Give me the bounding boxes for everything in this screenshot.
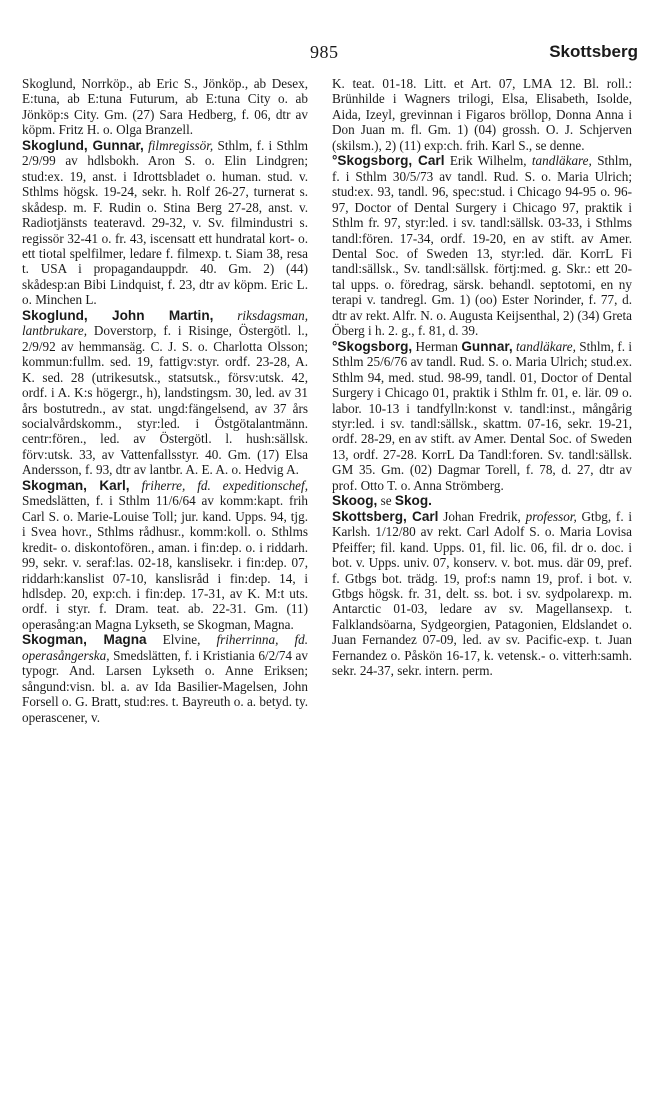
entry-headword: Skogman, Karl, — [22, 477, 130, 493]
entry-title: professor, — [525, 508, 577, 524]
entry-headword: °Skogsborg, Carl — [332, 153, 445, 169]
entry-text: Doverstorp, f. i Risinge, Östergötl. l., 2/9/92 av hemmansäg. C. J. S. o. Charlotta Olsson; kommun:fullm. sed. 19, fattigv:styr. ordf. 23-28, A. K. sed. 28 (utrikesutsk., statsutsk., försv:utsk. 42, ordf. i A. K:s högergr., h), landstingsm. 30, led. av 31 års bostutredn., av stat. ungd:fängelsend, av 37 års socialvårdskomm., styr:led. i Östgötalantmänn. centr:fören., led. av Östergötl. l. hush:sällsk. förv:utsk. 33, av Vattenfallsstyr. 40. Gm. (17) Elsa Andersson, f. 93, dtr av lantbr. A. E. A. o. Hedvig A. — [22, 323, 308, 478]
entry-title: friherre, fd. expeditionschef, — [141, 477, 308, 493]
entry-headword: °Skogsborg, — [332, 338, 413, 354]
entry-headword: Skogman, Magna — [22, 632, 147, 648]
entry-text: K. teat. 01-18. Litt. et Art. 07, LMA 12. Bl. roll.: Brünhilde i Wagners trilogi, Elsa, Elisabeth, Isolde, Aida, Izeyl, grevinnan i Figaros bröllop, Donna Anna i Don Juan m. fl. Gm. 1) (04) grossh. O. J. Schjerven (skilsm.), 2) (11) exp:ch. frih. Karl S., se denne. — [332, 76, 632, 153]
entry-headword: Skoglund, John Martin, — [22, 307, 214, 323]
entry-text: Smedslätten, f. i Sthlm 11/6/64 av komm:kapt. frih Carl S. o. Marie-Louise Toll; jur. kand. Upps. 94, tjg. i Svea hovr., Sthlms rådhusr., komm:koll. o. Sthlms kredit- o. diskontofören., aman. i fin:dep. o. i riddarh. 99, sekr. v. seraf:las. 02-18, kanslisekr. i fin:dep. 07, riddarh:kanslist 07-10, kanslisråd i fin:dep. 14, i hdlsdep. 20, exp:ch. i fin:dep. 17-31, av K. M:t uts. ordf. i styr. f. Dram. teat. ab. 22-31. Gm. (11) operasång:an Magna Lykseth, se Skogman, Magna. — [22, 493, 308, 632]
entry-headword-rest: Johan Fredrik, — [443, 508, 521, 524]
entry — [332, 509, 632, 679]
entry-text: Sthlm, f. i Sthlm 30/5/73 av tandl. Rud. S. o. Maria Ulrich; stud:ex. 93, tandl. 96, spec:stud. i Chicago 94-95 o. 96-97, Doctor of Dental Surgery i Chicago 97, praktik i Sthlm fr. 97, styr:led. i sv. tandl:sällsk. 03-33, i Sthlms tandl:fören. 17-34, ordf. 19-20, en av stift. av Amer. Dental Soc. of Sweden 13, styr:led. där. KorrL Fi tandl:sällsk., Sv. tandl:sällsk. förtj:med. g. Skr.: ett 20-tal upps. o. föredrag, särsk. behandl. septotomi, en ny terapi v. tandregl. Gm. 1) (oo) Ester Norinder, f. 77, d. dtr av rekt. Alfr. N. o. Augusta Keijsenthal, 2) (34) Greta Öberg i h. 2. g., f. 81, d. 39. — [332, 153, 632, 339]
entry-title: tandläkare, — [516, 338, 576, 354]
entry-headword-2: Skog. — [394, 493, 432, 509]
entry-headword: Skottsberg, Carl — [332, 508, 439, 524]
entry — [22, 478, 308, 633]
entry — [332, 76, 632, 153]
entry-text: Skoglund, Norrköp., ab Eric S., Jönköp., ab Desex, E:tuna, ab E:tuna Futurum, ab E:tuna City o. ab Jönköp:s City. Gm. (27) Sara Hedberg, f. 06, dtr av köpm. Fritz H. o. Olga Branzell. — [22, 76, 308, 138]
entry-headword-rest: Erik Wilhelm, — [449, 153, 527, 169]
entry — [332, 153, 632, 338]
entry-headword-rest: Elvine, — [162, 632, 201, 648]
running-head: Skottsberg — [549, 42, 638, 61]
entry — [22, 138, 308, 308]
entry — [22, 76, 308, 138]
entry-text: Sthlm, f. i Sthlm 2/9/99 av hdlsbokh. Aron S. o. Elin Lindgren; stud:ex. 19, anst. i Idrottsbladet o. human. stud. v. Sthlms högsk. 19-24, sekr. h. Rolf 26-27, turnerat s. skådesp. m. F. Rudin o. Stina Berg 27-28, anst. v. Radiotjänsts teateravd. 29-32, v. Sv. filmindustri s. regissör 32-41 o. fr. 43, iscensatt ett hundratal kort- o. ett tiotal spelfilmer, ledare f. filmexp. t. Siam 38, resa t. USA i propagandauppdr. 40. Gm. 2) (44) skådesp:an Bibi Lindquist, f. 23, dtr av köpm. Eric L. o. Minchen L. — [22, 137, 308, 308]
entry-headword-rest: se — [380, 493, 392, 509]
entry-headword-2: Gunnar, — [461, 338, 513, 354]
entry-text: Smedslätten, f. i Kristiania 6/2/74 av typogr. And. Larsen Lykseth o. Anne Eriksen; sångund:visn. bl. a. av Ida Basilier-Magelsen, John Forsell o. G. Bratt, stud:res. t. Bayreuth o. a. betyd. ty. operascener, v. — [22, 647, 308, 725]
entry-title: tandläkare, — [531, 153, 592, 169]
page-header — [0, 42, 664, 66]
entry — [332, 493, 632, 508]
entry — [22, 308, 308, 478]
entry-text: Sthlm, f. i Sthlm 25/6/76 av tandl. Rud. S. o. Maria Ulrich; stud.ex. Sthlm 94, med. stud. 98-99, tandl. 01, Doctor of Dental Surgery i Chicago 01, praktik i Sthlm fr. 01, e. lär. 09 o. labor. 10-13 i tandfylln:konst v. tandl:inst., mångårig styr:led. i sv. tandl:sällsk., skattm. 07-16, sekr. 19-21, ordf. 28-29, en av stift. av Amer. Dental Soc. of Sweden 13, ordf. 27-28. KorrL Da Tandl:foren. Sv. tandl:sällsk. GM 35. Gm. (02) Dagmar Torell, f. 78, d. 27, dtr av prof. Otto T. o. Anna Strömberg. — [332, 338, 633, 493]
entry — [332, 339, 632, 494]
entry — [22, 632, 308, 725]
page-number: 985 — [310, 42, 339, 62]
left-column — [22, 76, 308, 725]
entry-title: riksdagsman, lantbrukare, — [22, 307, 308, 339]
entry-title: friherrinna, fd. operasångerska, — [22, 632, 309, 663]
entry-text: Gtbg, f. i Karlsh. 1/12/80 av rekt. Carl Adolf S. o. Maria Lovisa Pfeiffer; fil. kand. Upps. 01, fil. lic. 06, fil. dr o. doc. i bot. v. Upps. univ. 07, konserv. v. bot. mus. där 09, pref. f. Gtbgs bot. trädg. 19, prof:s namn 19, prof. i bot. v. Gtbgs högsk. fr. 31, delt. ss. bot. i sv. sydpolarexp. m. Antarctic 01-03, ledare av sv. Magellansexp. t. Falklandsöarna, Sydgeorgien, Patagonien, Eldslandet o. Juan Fernandez 07-09, led. av sv. Pacific-exp. t. Juan Fernandez o. Påskön 16-17, k. vetensk.- o. vitterh:samh. sekr. 24-37, sekr. intern. perm. — [332, 508, 633, 679]
right-column — [332, 76, 632, 679]
entry-headword: Skoog, — [332, 493, 378, 509]
entry-headword-rest: Herman — [415, 338, 459, 354]
entry-title: filmregissör, — [148, 137, 214, 153]
entry-headword: Skoglund, Gunnar, — [22, 137, 144, 153]
